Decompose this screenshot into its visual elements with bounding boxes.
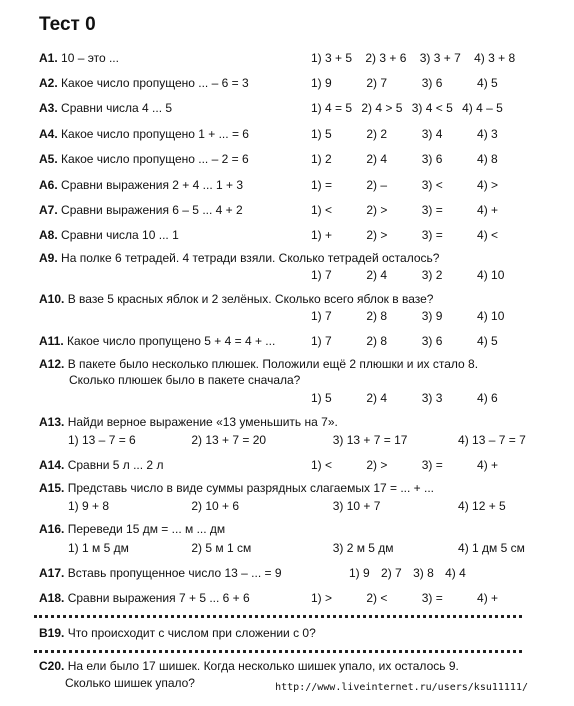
answer-option[interactable]: 3) 10 + 7 [332,499,381,513]
answer-option[interactable]: 1) 9 [349,566,370,580]
question-text: Представь число в виде суммы разрядных слагаемых 17 = ... + ... [67,481,435,495]
answer-option[interactable]: 1) 5 [311,127,332,141]
question-a3 [39,101,172,115]
question-b19 [39,626,316,640]
answer-option[interactable]: 3) 9 [421,309,443,323]
question-c20-line2 [65,676,195,690]
answer-option[interactable]: 2) 7 [381,566,402,580]
answer-option[interactable]: 3) 3 + 7 [419,51,461,65]
question-text: В пакете было несколько плюшек. Положили ещё 2 плюшки и их стало 8. [67,357,479,371]
answer-option[interactable]: 2) 4 [366,268,388,282]
question-a4 [39,127,249,141]
question-text: 10 – это ... [61,51,119,65]
answer-option[interactable]: 1) 7 [311,268,332,282]
answer-option[interactable]: 3) 2 [421,268,443,282]
question-a14 [39,458,163,472]
question-a6 [39,178,243,192]
answer-option[interactable]: 4) 10 [477,268,505,282]
answer-option[interactable]: 1) < [311,203,333,217]
question-number: А14. [39,458,65,472]
question-number: А13. [39,415,65,429]
answer-option[interactable]: 2) 8 [366,309,388,323]
answer-option[interactable]: 2) 4 [366,152,388,166]
question-a2 [39,76,249,90]
answer-option[interactable]: 3) 4 [421,127,443,141]
answer-option[interactable]: 2) 10 + 6 [191,499,240,513]
answer-option[interactable]: 3) = [421,228,443,242]
question-a5 [39,152,249,166]
answer-options-a15 [68,499,516,513]
answer-option[interactable]: 4) + [477,458,499,472]
question-text: Какое число пропущено ... – 6 = 3 [61,76,249,90]
question-number: А6. [39,178,58,192]
answer-option[interactable]: 4) 3 [477,127,498,141]
question-number: А18. [39,591,65,605]
answer-option[interactable]: 3) = [421,591,443,605]
answer-options-a1 [311,51,525,65]
answer-option[interactable]: 4) + [477,591,499,605]
answer-option[interactable]: 1) = [311,178,333,192]
answer-option[interactable]: 1) 4 = 5 [311,101,353,115]
answer-option[interactable]: 4) < [477,228,499,242]
answer-option[interactable]: 1) 3 + 5 [311,51,353,65]
answer-options-a11 [311,334,508,348]
question-text: Сколько плюшек было в пакете сначала? [69,373,301,387]
answer-option[interactable]: 2) 2 [366,127,388,141]
question-a1 [39,51,119,65]
answer-options-a13 [68,433,536,447]
answer-options-a16 [68,541,535,555]
question-c20 [39,659,459,673]
section-divider [34,615,522,618]
answer-option[interactable]: 4) 1 дм 5 см [458,541,525,555]
question-number: А3. [39,101,58,115]
question-a18 [39,591,250,605]
answer-option[interactable]: 1) 9 [311,76,332,90]
answer-option[interactable]: 2) 4 > 5 [361,101,403,115]
answer-option[interactable]: 2) 8 [366,334,388,348]
section-divider [34,650,522,653]
question-a8 [39,228,179,242]
test-title: Тест 0 [39,14,96,35]
answer-options-a17 [349,566,476,580]
answer-option[interactable]: 3) = [421,203,443,217]
answer-option[interactable]: 3) 8 [413,566,434,580]
answer-option[interactable]: 1) 7 [311,309,332,323]
answer-option[interactable]: 1) 1 м 5 дм [68,541,129,555]
answer-option[interactable]: 3) 6 [421,76,443,90]
question-text: Сравни выражения 6 – 5 ... 4 + 2 [61,203,243,217]
answer-option[interactable]: 2) – [366,178,388,192]
answer-option[interactable]: 2) 5 м 1 см [191,541,252,555]
question-number: А2. [39,76,58,90]
question-text: Сравни выражения 7 + 5 ... 6 + 6 [67,591,250,605]
question-number: А17. [39,566,65,580]
question-a7 [39,203,243,217]
answer-options-a14 [311,458,508,472]
question-number: А10. [39,292,65,306]
question-a15 [39,481,434,495]
answer-option[interactable]: 2) 7 [366,76,388,90]
answer-options-a12 [311,391,508,405]
answer-option[interactable]: 4) 10 [477,309,505,323]
question-a12-line2 [69,373,300,387]
answer-option[interactable]: 1) + [311,228,333,242]
question-number: А16. [39,522,65,536]
question-number: В19. [39,626,65,640]
question-text: На полке 6 тетрадей. 4 тетради взяли. Сколько тетрадей осталось? [61,251,440,265]
answer-option[interactable]: 4) 4 [445,566,466,580]
answer-options-a10 [311,309,514,323]
question-number: А7. [39,203,58,217]
question-a17 [39,566,282,580]
answer-option[interactable]: 4) 12 + 5 [458,499,506,513]
answer-option[interactable]: 3) = [421,458,443,472]
answer-option[interactable]: 2) < [366,591,388,605]
answer-options-a2 [311,76,508,90]
answer-option[interactable]: 4) 5 [477,334,498,348]
question-text: Какое число пропущено 5 + 4 = 4 + ... [67,334,276,348]
answer-option[interactable]: 1) 9 + 8 [68,499,110,513]
question-number: А15. [39,481,65,495]
answer-option[interactable]: 2) 3 + 6 [365,51,407,65]
answer-option[interactable]: 1) > [311,591,333,605]
answer-option[interactable]: 4) 5 [477,76,498,90]
question-a11 [39,334,275,348]
answer-option[interactable]: 4) 13 – 7 = 7 [458,433,526,447]
question-number: С20. [39,659,65,673]
answer-options-a6 [311,178,508,192]
answer-options-a3 [311,101,513,115]
answer-options-a8 [311,228,508,242]
question-number: А9. [39,251,58,265]
question-a12 [39,357,478,371]
answer-option[interactable]: 2) > [366,203,388,217]
answer-options-a5 [311,152,508,166]
answer-option[interactable]: 3) 2 м 5 дм [332,541,394,555]
question-text: Сравни числа 10 ... 1 [61,228,179,242]
answer-option[interactable]: 2) 4 [366,391,388,405]
answer-option[interactable]: 1) < [311,458,333,472]
question-text: Вставь пропущенное число 13 – ... = 9 [67,566,282,580]
source-url-watermark: http://www.liveinternet.ru/users/ksu11111/ [275,682,528,693]
question-a9 [39,251,439,265]
question-number: А11. [39,334,64,348]
answer-option[interactable]: 3) 3 [421,391,443,405]
answer-option[interactable]: 1) 13 – 7 = 6 [68,433,136,447]
answer-option[interactable]: 2) 13 + 7 = 20 [191,433,267,447]
question-text: В вазе 5 красных яблок и 2 зелёных. Сколько всего яблок в вазе? [67,292,434,306]
question-a13 [39,415,338,429]
answer-option[interactable]: 3) 13 + 7 = 17 [332,433,408,447]
question-number: А4. [39,127,58,141]
answer-option[interactable]: 4) 3 + 8 [474,51,516,65]
answer-option[interactable]: 2) > [366,458,388,472]
question-number: А8. [39,228,58,242]
answer-options-a7 [311,203,508,217]
answer-option[interactable]: 3) 4 < 5 [411,101,453,115]
question-a16 [39,522,225,536]
question-text: Найди верное выражение «13 уменьшить на 7». [67,415,338,429]
answer-option[interactable]: 1) 5 [311,391,332,405]
answer-option[interactable]: 2) > [366,228,388,242]
question-text: Переведи 15 дм = ... м ... дм [67,522,226,536]
question-text: Сравни числа 4 ... 5 [61,101,173,115]
answer-option[interactable]: 4) 6 [477,391,498,405]
answer-options-a9 [311,268,514,282]
answer-options-a18 [311,591,508,605]
question-text: Сравни выражения 2 + 4 ... 1 + 3 [61,178,244,192]
answer-options-a4 [311,127,508,141]
answer-option[interactable]: 4) + [477,203,499,217]
question-text: На ели было 17 шишек. Когда несколько шишек упало, их осталось 9. [67,659,459,673]
question-number: А5. [39,152,58,166]
answer-option[interactable]: 1) 2 [311,152,332,166]
answer-option[interactable]: 4) 8 [477,152,498,166]
question-text: Сколько шишек упало? [65,676,195,690]
question-number: А12. [39,357,65,371]
answer-option[interactable]: 4) 4 – 5 [462,101,503,115]
answer-option[interactable]: 1) 7 [311,334,332,348]
answer-option[interactable]: 4) > [477,178,499,192]
question-text: Какое число пропущено 1 + ... = 6 [61,127,249,141]
answer-option[interactable]: 3) 6 [421,152,443,166]
answer-option[interactable]: 3) < [421,178,443,192]
question-a10 [39,292,433,306]
question-text: Сравни 5 л ... 2 л [67,458,164,472]
question-number: А1. [39,51,58,65]
question-text: Какое число пропущено ... – 2 = 6 [61,152,249,166]
answer-option[interactable]: 3) 6 [421,334,443,348]
question-text: Что происходит с числом при сложении с 0? [67,626,316,640]
